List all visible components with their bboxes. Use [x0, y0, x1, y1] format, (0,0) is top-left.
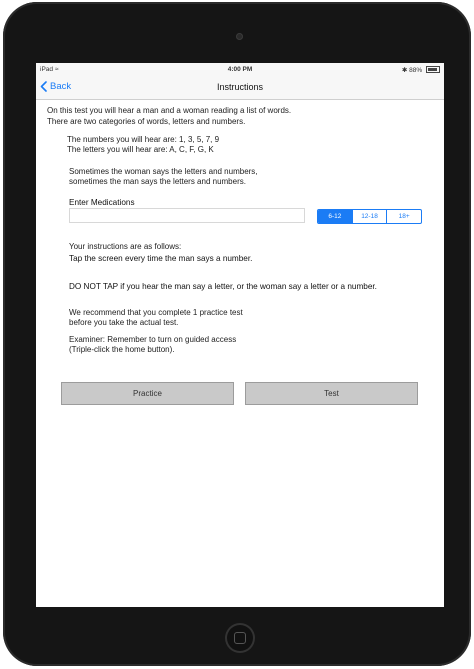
ipad-frame [3, 2, 471, 666]
status-right [402, 66, 440, 74]
intro-line-1: On this test you will hear a man and a woman reading a list of words. [47, 106, 292, 115]
front-camera [236, 33, 243, 40]
navigation-bar [36, 77, 444, 100]
test-button[interactable]: Test [245, 382, 418, 405]
status-time: 4:00 PM [227, 66, 253, 73]
age-option-6-12[interactable]: 6-12 [318, 210, 352, 223]
home-button[interactable] [225, 623, 255, 653]
examiner-line-2: (Triple-click the home button). [69, 345, 175, 354]
numbers-line: The numbers you will hear are: 1, 3, 5, 7, 9 [67, 135, 220, 144]
medications-label: Enter Medications [69, 198, 135, 207]
device-name: iPad [40, 66, 54, 73]
page-title: Instructions [216, 82, 264, 92]
app-screen [36, 63, 444, 607]
letters-line: The letters you will hear are: A, C, F, G, K [67, 145, 214, 154]
speakers-line-1: Sometimes the woman says the letters and numbers, [69, 167, 258, 176]
age-option-18-plus[interactable]: 18+ [386, 210, 421, 223]
wifi-icon: ≈ [54, 66, 59, 73]
back-label: Back [50, 81, 72, 92]
do-not-tap-instruction: DO NOT TAP if you hear the man say a letter, or the woman say a letter or a number. [69, 282, 377, 291]
age-group-selector [317, 209, 422, 224]
instructions-heading: Your instructions are as follows: [69, 242, 182, 251]
battery-icon [426, 66, 440, 73]
intro-line-2: There are two categories of words, letters and numbers. [47, 117, 246, 126]
status-bar [36, 63, 444, 77]
speakers-line-2: sometimes the man says the letters and numbers. [69, 177, 246, 186]
practice-button[interactable]: Practice [61, 382, 234, 405]
medications-input[interactable] [69, 208, 305, 223]
battery-percent: 88% [409, 67, 423, 74]
recommend-line-1: We recommend that you complete 1 practice test [69, 308, 243, 317]
examiner-line-1: Examiner: Remember to turn on guided access [69, 335, 237, 344]
tap-instruction: Tap the screen every time the man says a number. [69, 254, 253, 263]
age-option-12-18[interactable]: 12-18 [352, 210, 387, 223]
recommend-line-2: before you take the actual test. [69, 318, 179, 327]
bluetooth-icon: ✱ [401, 67, 408, 74]
home-square-icon [234, 632, 246, 644]
